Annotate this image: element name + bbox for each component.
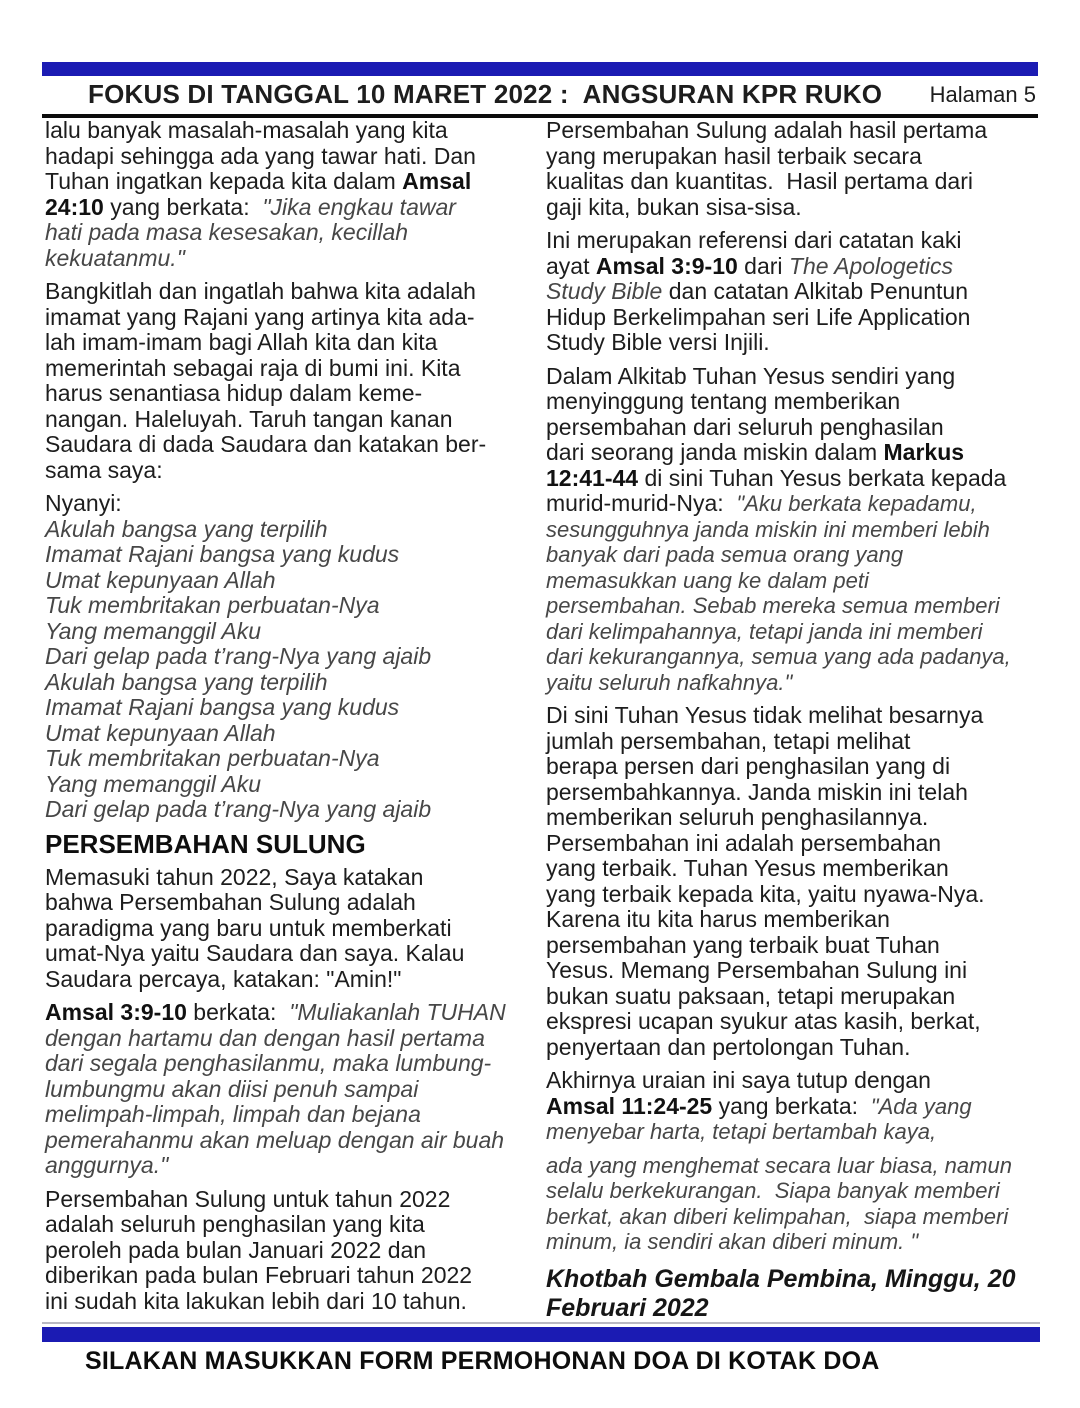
paragraph	[546, 1153, 1035, 1255]
body-text: gaji kita, bukan sisa-sisa.	[546, 193, 802, 220]
body-text: nangan. Haleluyah. Taruh tangan kanan	[45, 405, 453, 432]
lyric-line	[45, 721, 510, 747]
quote-text: Tuk membritakan perbuatan-Nya	[45, 745, 380, 771]
quote-text: dari kelimpahannya, tetapi janda ini memberi	[546, 618, 983, 644]
body-text: Bangkitlah dan ingatlah bahwa kita adalah	[45, 278, 476, 304]
paragraph-line	[45, 118, 510, 144]
lyric-line	[45, 644, 510, 670]
body-text: bahwa Persembahan Sulung adalah	[45, 889, 416, 915]
song-block	[45, 491, 510, 823]
quote-text: berkat, akan diberi kelimpahan, siapa memberi	[546, 1203, 1009, 1229]
paragraph-line	[546, 619, 1035, 645]
paragraph-line	[546, 305, 1035, 331]
lyric-line	[45, 670, 510, 696]
paragraph-line	[45, 220, 510, 246]
quote-text: melimpah-limpah, limpah dan bejana	[45, 1101, 421, 1127]
paragraph-line	[45, 1289, 510, 1315]
body-text: penyertaan dan pertolongan Tuhan.	[546, 1033, 911, 1060]
paragraph-line	[546, 856, 1035, 882]
body-text: bukan suatu paksaan, tetapi merupakan	[546, 982, 956, 1009]
paragraph-line	[546, 1153, 1035, 1179]
quote-text: anggurnya."	[45, 1152, 169, 1178]
quote-text: Akulah bangsa yang terpilih	[45, 515, 328, 542]
body-text: menyinggung tentang memberikan	[546, 388, 901, 414]
paragraph-line	[45, 1187, 510, 1213]
body-text: dari	[737, 252, 789, 279]
body-text: Akhirnya uraian ini saya tutup dengan	[546, 1067, 931, 1093]
paragraph-line	[45, 246, 510, 272]
body-text: Nyanyi:	[45, 490, 122, 516]
scripture-ref: Markus	[883, 439, 965, 465]
scripture-ref: Amsal	[402, 168, 472, 194]
paragraph-line	[546, 907, 1035, 933]
quote-text: sesungguhnya janda miskin ini memberi lebih	[546, 516, 990, 542]
body-text: Februari 2022	[546, 1293, 709, 1322]
quote-text: persembahan. Sebab mereka semua memberi	[546, 593, 1000, 618]
body-text: Saudara di dada Saudara dan katakan ber-	[45, 431, 487, 457]
paragraph-line	[546, 1204, 1035, 1230]
paragraph-line	[546, 703, 1035, 729]
quote-text: selalu berkekurangan. Siapa banyak memberi	[546, 1178, 1000, 1203]
left-column	[45, 118, 510, 1323]
body-text: hadapi sehingga ada yang tawar hati. Dan	[45, 142, 476, 169]
paragraph-line	[45, 1102, 510, 1128]
paragraph-line	[546, 415, 1035, 441]
paragraph-line	[546, 933, 1035, 959]
page-title: FOKUS DI TANGGAL 10 MARET 2022 : ANGSURAN KPR RUKO	[88, 79, 883, 109]
body-text: dan catatan Alkitab Penuntun	[662, 278, 968, 304]
paragraph-line	[546, 118, 1035, 144]
paragraph-line	[546, 831, 1035, 857]
body-text: diberikan pada bulan Februari tahun 2022	[45, 1262, 473, 1288]
body-text: murid-murid-Nya:	[546, 490, 737, 516]
paragraph-line	[45, 967, 510, 993]
song-label	[45, 491, 510, 517]
quote-text: "Muliakanlah TUHAN	[289, 999, 506, 1025]
body-text: Persembahan ini adalah persembahan	[546, 829, 942, 856]
body-text: imamat yang Rajani yang artinya kita ada-	[45, 303, 475, 330]
body-text: dari seorang janda miskin dalam	[546, 439, 884, 465]
body-text: yang berkata:	[103, 193, 263, 220]
paragraph-line	[546, 440, 1035, 466]
quote-text: memasukkan uang ke dalam peti	[546, 567, 869, 593]
body-text: yang berkata:	[712, 1092, 871, 1119]
paragraph-line	[45, 865, 510, 891]
scripture-ref: 24:10	[45, 193, 104, 220]
quote-text: kekuatanmu."	[45, 244, 185, 271]
paragraph-line	[45, 432, 510, 458]
paragraph-line	[546, 1119, 1035, 1145]
paragraph	[546, 703, 1035, 1060]
quote-text: dengan hartamu dan dengan hasil pertama	[45, 1024, 485, 1051]
quote-text: lumbungmu akan diisi penuh sampai	[45, 1075, 419, 1102]
body-text: lalu banyak masalah-masalah yang kita	[45, 117, 448, 143]
body-text: Persembahan Sulung adalah hasil pertama	[546, 117, 988, 143]
paragraph-line	[45, 1051, 510, 1077]
body-text: Karena itu kita harus memberikan	[546, 906, 890, 932]
body-text: Persembahan Sulung untuk tahun 2022	[45, 1185, 451, 1212]
body-text: Hidup Berkelimpahan seri Life Application	[546, 303, 971, 330]
paragraph-line	[45, 1212, 510, 1238]
body-text: memerintah sebagai raja di bumi ini. Kita	[45, 354, 461, 381]
paragraph-line	[546, 958, 1035, 984]
lyric-line	[45, 593, 510, 619]
top-accent-bar	[42, 62, 1038, 76]
paragraph-line	[546, 729, 1035, 755]
body-text: lah imam-imam bagi Allah kita dan kita	[45, 329, 438, 355]
lyric-line	[45, 797, 510, 823]
quote-text: Dari gelap pada t’rang-Nya yang ajaib	[45, 796, 432, 822]
section-heading: PERSEMBAHAN SULUNG	[45, 828, 366, 859]
body-text: berkata:	[186, 999, 290, 1025]
body-text: Yesus. Memang Persembahan Sulung ini	[546, 957, 968, 983]
paragraph-line	[45, 1077, 510, 1103]
paragraph	[45, 279, 510, 483]
paragraph-line	[546, 389, 1035, 415]
body-text: sama saya:	[45, 456, 163, 483]
body-text: kualitas dan kuantitas. Hasil pertama dari	[546, 168, 973, 194]
body-text: Khotbah Gembala Pembina, Minggu, 20	[546, 1264, 1016, 1293]
lyric-line	[45, 695, 510, 721]
quote-text: "Ada yang	[870, 1093, 972, 1119]
paragraph-line	[45, 890, 510, 916]
footer-divider	[42, 1322, 1040, 1324]
paragraph-line	[546, 195, 1035, 221]
quote-text: Akulah bangsa yang terpilih	[45, 668, 328, 695]
bottom-accent-bar	[42, 1327, 1040, 1342]
quote-text: dari kekurangannya, semua yang ada padanya,	[546, 644, 1011, 669]
paragraph-line	[546, 568, 1035, 594]
paragraph-line	[546, 780, 1035, 806]
body-text: Study Bible versi Injili.	[546, 329, 770, 355]
paragraph-line	[546, 1229, 1035, 1255]
body-text: Tuhan ingatkan kepada kita dalam	[45, 168, 403, 194]
quote-text: Dari gelap pada t’rang-Nya yang ajaib	[45, 643, 432, 669]
paragraph-line	[546, 330, 1035, 356]
lyric-line	[45, 619, 510, 645]
quote-text: Imamat Rajani bangsa yang kudus	[45, 541, 400, 567]
paragraph-line	[546, 1178, 1035, 1204]
body-text: yang merupakan hasil terbaik secara	[546, 142, 922, 169]
lyric-line	[45, 746, 510, 772]
quote-text: Tuk membritakan perbuatan-Nya	[45, 592, 380, 618]
paragraph	[546, 1068, 1035, 1145]
paragraph	[45, 118, 510, 271]
paragraph-line	[546, 754, 1035, 780]
quote-text: menyebar harta, tetapi bertambah kaya,	[546, 1119, 937, 1144]
body-text: paradigma yang baru untuk memberkati	[45, 914, 452, 941]
paragraph-line	[45, 169, 510, 195]
quote-text: hati pada masa kesesakan, kecillah	[45, 219, 409, 245]
quote-text: "Aku berkata kepadamu,	[736, 491, 977, 516]
paragraph-line	[45, 916, 510, 942]
paragraph	[546, 228, 1035, 356]
sermon-signature	[546, 1265, 1035, 1323]
paragraph-line	[45, 279, 510, 305]
scripture-ref: Amsal 3:9-10	[595, 252, 738, 279]
paragraph-line	[45, 407, 510, 433]
paragraph-line	[546, 466, 1035, 492]
paragraph-line	[546, 593, 1035, 619]
lyric-line	[45, 517, 510, 543]
paragraph	[45, 865, 510, 993]
body-text: Di sini Tuhan Yesus tidak melihat besarnya	[546, 702, 984, 728]
paragraph	[45, 1000, 510, 1179]
quote-text: Imamat Rajani bangsa yang kudus	[45, 694, 400, 720]
quote-text: The Apologetics	[788, 252, 954, 279]
paragraph	[546, 364, 1035, 696]
quote-text: yaitu seluruh nafkahnya."	[546, 669, 793, 695]
paragraph-line	[546, 279, 1035, 305]
article-body	[45, 118, 1035, 1323]
paragraph-line	[546, 144, 1035, 170]
paragraph-line	[546, 1068, 1035, 1094]
paragraph	[546, 118, 1035, 220]
paragraph-line	[45, 458, 510, 484]
body-text: di sini Tuhan Yesus berkata kepada	[638, 464, 1007, 491]
paragraph-line	[546, 984, 1035, 1010]
quote-text: minum, ia sendiri akan diberi minum. "	[546, 1229, 919, 1254]
paragraph-line	[546, 491, 1035, 517]
quote-text: Study Bible	[546, 278, 663, 304]
lyric-line	[45, 568, 510, 594]
body-text: umat-Nya yaitu Saudara dan saya. Kalau	[45, 940, 465, 966]
body-text: peroleh pada bulan Januari 2022 dan	[45, 1236, 427, 1263]
paragraph-line	[546, 228, 1035, 254]
quote-text: Umat kepunyaan Allah	[45, 566, 276, 593]
paragraph-line	[45, 381, 510, 407]
right-column	[546, 118, 1035, 1323]
lyric-line	[45, 542, 510, 568]
quote-text: Yang memanggil Aku	[45, 770, 262, 797]
paragraph-line	[45, 195, 510, 221]
paragraph-line	[546, 542, 1035, 568]
body-text: jumlah persembahan, tetapi melihat	[546, 727, 911, 754]
paragraph-line	[45, 941, 510, 967]
paragraph	[45, 1187, 510, 1315]
page-number: Halaman 5	[929, 82, 1036, 107]
paragraph-line	[45, 305, 510, 331]
signature-line	[546, 1294, 1035, 1323]
body-text: yang terbaik kepada kita, yaitu nyawa-Nya.	[546, 880, 985, 907]
paragraph-line	[546, 1094, 1035, 1120]
quote-text: Yang memanggil Aku	[45, 617, 262, 644]
paragraph-line	[546, 644, 1035, 670]
quote-text: ada yang menghemat secara luar biasa, namun	[546, 1152, 1012, 1178]
paragraph-line	[546, 882, 1035, 908]
paragraph-line	[546, 364, 1035, 390]
paragraph-line	[546, 254, 1035, 280]
body-text: Dalam Alkitab Tuhan Yesus sendiri yang	[546, 362, 956, 389]
paragraph-line	[546, 805, 1035, 831]
body-text: persembahan dari seluruh penghasilan	[546, 413, 944, 440]
scripture-ref: 12:41-44	[546, 464, 639, 491]
lyric-line	[45, 772, 510, 798]
body-text: Saudara percaya, katakan: "Amin!"	[45, 965, 402, 992]
body-text: berapa persen dari penghasilan yang di	[546, 753, 951, 779]
paragraph-line	[546, 670, 1035, 696]
paragraph-line	[546, 517, 1035, 543]
paragraph-line	[45, 1128, 510, 1154]
body-text: ayat	[546, 252, 596, 279]
quote-text: "Jika engkau tawar	[262, 193, 456, 220]
paragraph-line	[45, 144, 510, 170]
page-header	[42, 79, 1038, 118]
quote-text: dari segala penghasilanmu, maka lumbung-	[45, 1050, 492, 1076]
paragraph-line	[45, 330, 510, 356]
paragraph-line	[546, 1035, 1035, 1061]
body-text: Memasuki tahun 2022, Saya katakan	[45, 863, 424, 890]
paragraph-line	[45, 1026, 510, 1052]
body-text: Ini merupakan referensi dari catatan kaki	[546, 227, 962, 253]
body-text: persembahkannya. Janda miskin ini telah	[546, 778, 968, 805]
paragraph-line	[546, 169, 1035, 195]
paragraph-line	[546, 1009, 1035, 1035]
quote-text: Umat kepunyaan Allah	[45, 719, 276, 746]
paragraph-line	[45, 1238, 510, 1264]
paragraph-line	[45, 1000, 510, 1026]
paragraph-line	[45, 356, 510, 382]
body-text: persembahan yang terbaik buat Tuhan	[546, 931, 940, 958]
body-text: ini sudah kita lakukan lebih dari 10 tahun.	[45, 1287, 467, 1314]
signature-line	[546, 1265, 1035, 1294]
body-text: adalah seluruh penghasilan yang kita	[45, 1211, 425, 1237]
body-text: harus senantiasa hidup dalam keme-	[45, 380, 423, 406]
body-text: ekspresi ucapan syukur atas kasih, berkat,	[546, 1008, 981, 1034]
paragraph-line	[45, 1153, 510, 1179]
body-text: yang terbaik. Tuhan Yesus memberikan	[546, 855, 949, 881]
footer-notice: SILAKAN MASUKKAN FORM PERMOHONAN DOA DI KOTAK DOA	[85, 1347, 880, 1375]
quote-text: banyak dari pada semua orang yang	[546, 542, 904, 567]
body-text: memberikan seluruh penghasilannya.	[546, 804, 929, 830]
paragraph-line	[45, 1263, 510, 1289]
scripture-ref: Amsal 11:24-25	[546, 1092, 713, 1119]
scripture-ref: Amsal 3:9-10	[45, 999, 187, 1025]
quote-text: pemerahanmu akan meluap dengan air buah	[45, 1126, 505, 1153]
